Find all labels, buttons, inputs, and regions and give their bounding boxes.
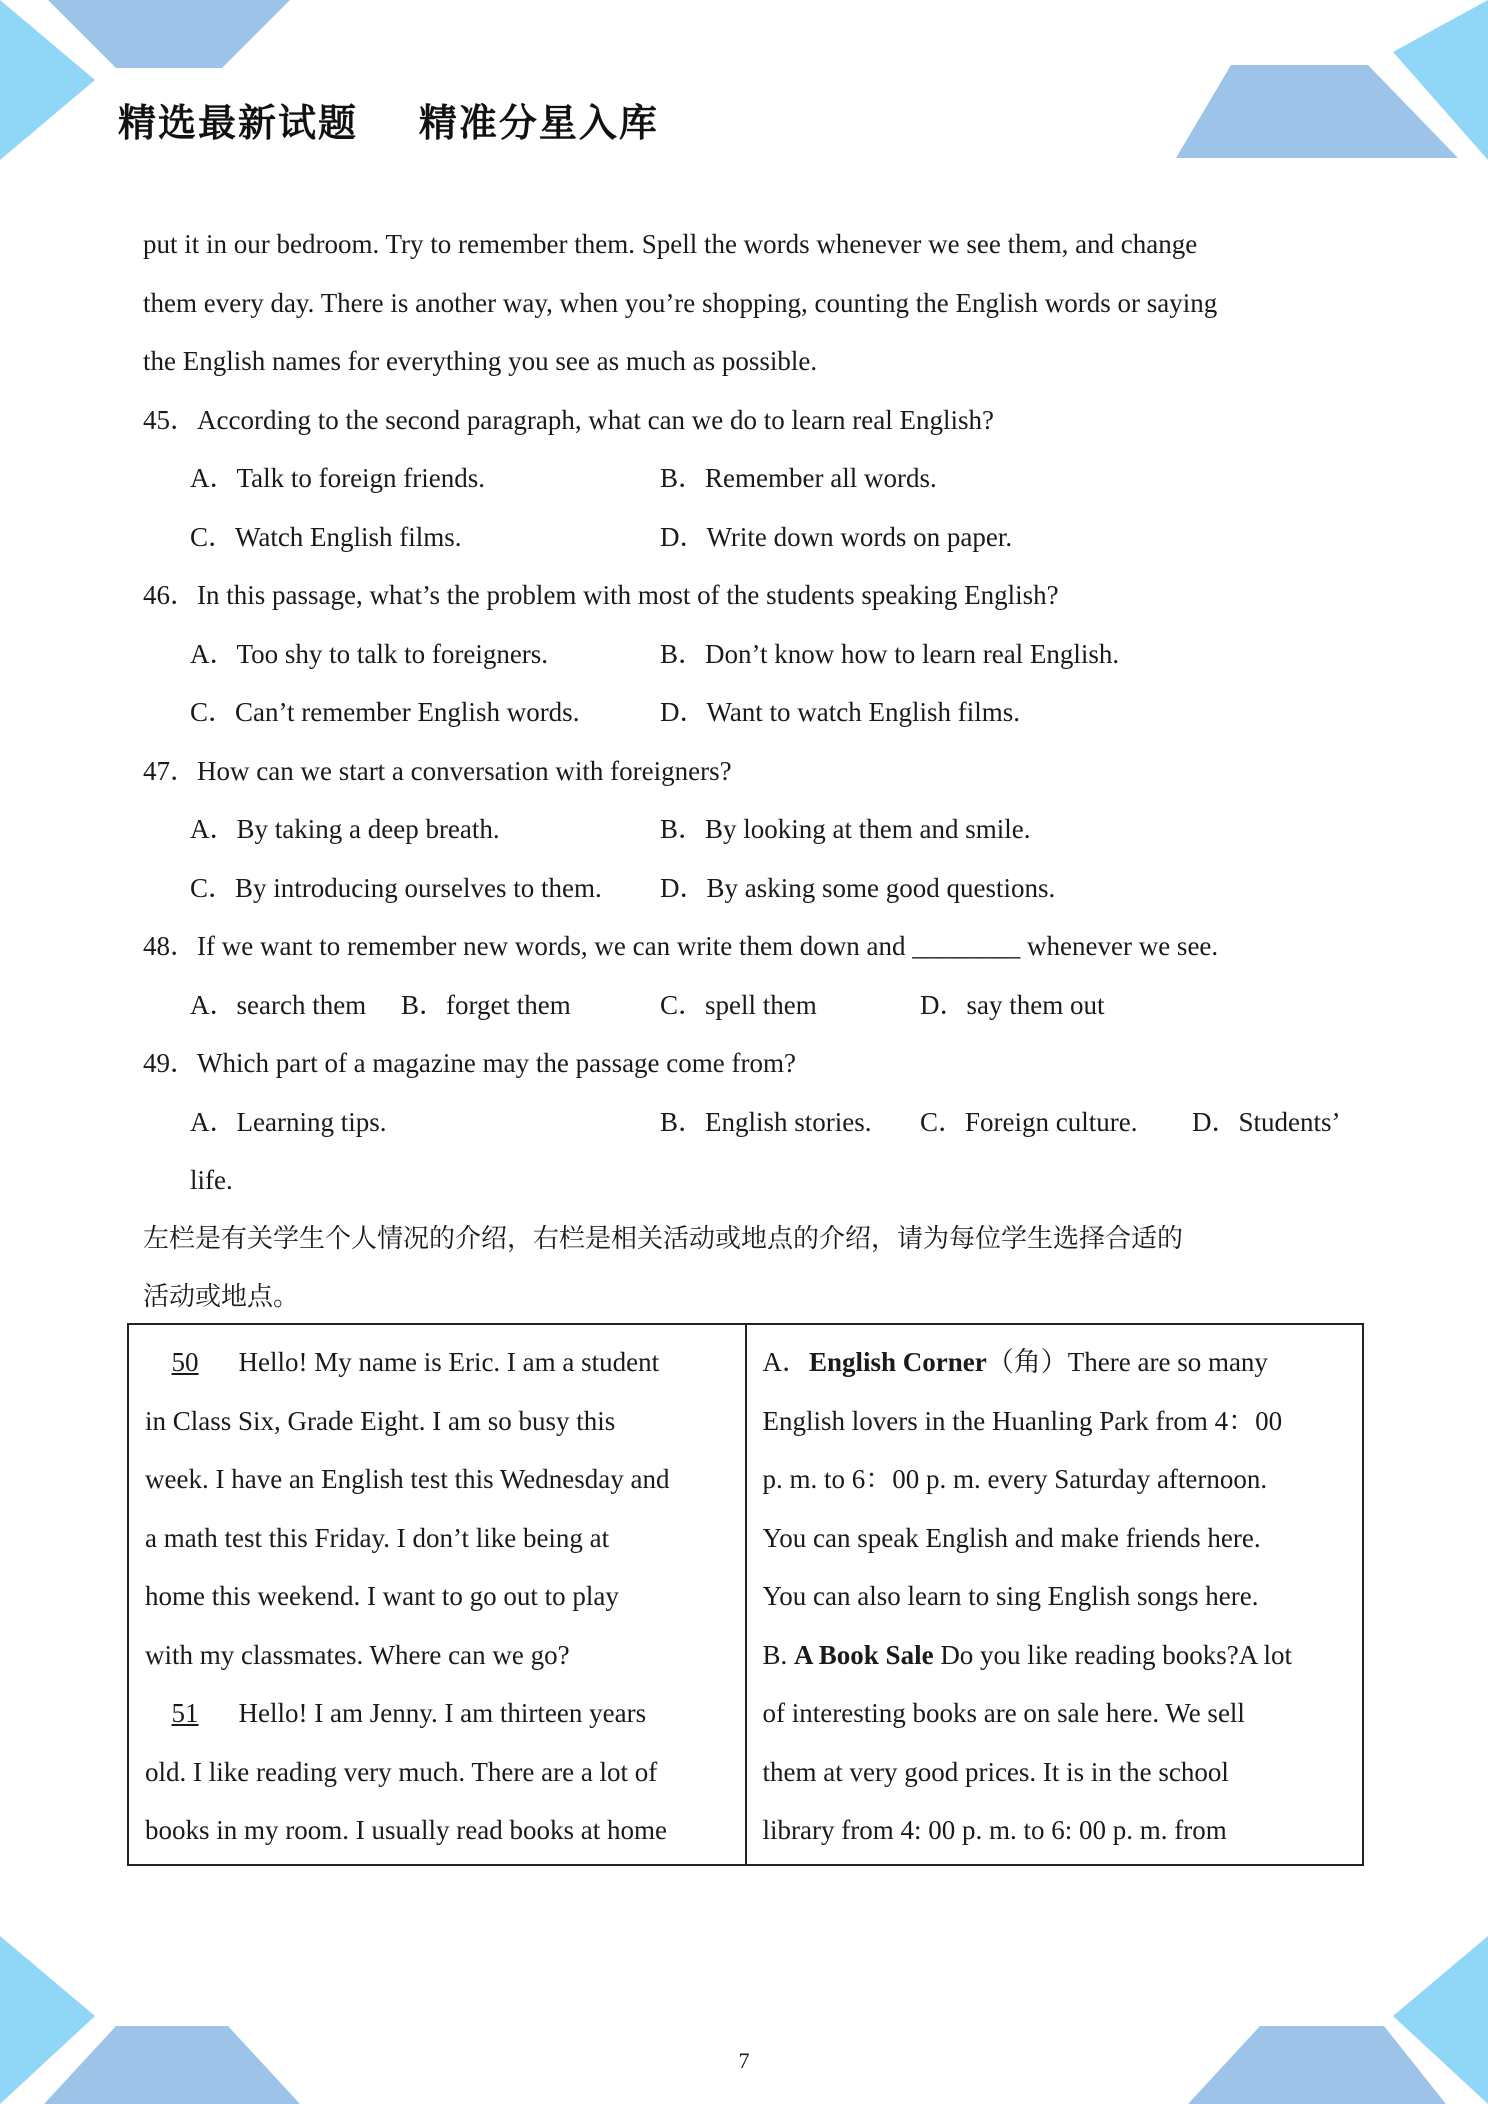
- option-b: B．By looking at them and smile.: [660, 814, 1031, 844]
- option-d: D．Write down words on paper.: [660, 521, 1013, 552]
- option-c: C．Can’t remember English words.: [190, 697, 580, 727]
- top-left-trapezoid-shape: [48, 0, 290, 68]
- text-line: week. I have an English test this Wednesday and: [145, 1464, 670, 1494]
- option-d: D．By asking some good questions.: [660, 872, 1056, 903]
- activity-a-line: [763, 1333, 1349, 1392]
- question-48-stem: 48．If we want to remember new words, we can write them down and ________ whenever we see.: [143, 931, 1219, 961]
- student-50-text: Hello! My name is Eric. I am a student: [238, 1347, 660, 1377]
- question-48-options: [143, 976, 1353, 1035]
- option-b: B．Remember all words.: [660, 463, 937, 493]
- passage-line: the English names for everything you see as much as possible.: [143, 346, 818, 376]
- text-line: a math test this Friday. I don’t like being at: [145, 1522, 610, 1553]
- option-c: C．spell them: [660, 989, 817, 1020]
- answer-blank-50[interactable]: 50: [171, 1347, 199, 1377]
- option-c: C．By introducing ourselves to them.: [190, 872, 602, 903]
- activity-b-text: Do you like reading books?A lot: [940, 1639, 1293, 1670]
- question-45-options-row-2: [143, 508, 1353, 567]
- matching-table: [127, 1323, 1364, 1866]
- activity-a-prefix: A．: [762, 1347, 809, 1377]
- option-d: D．Students’: [1192, 1106, 1341, 1137]
- option-c: C．Watch English films.: [190, 521, 462, 552]
- option-d: D．say them out: [920, 989, 1105, 1020]
- activity-a-title: English Corner: [809, 1347, 987, 1377]
- option-a: A．By taking a deep breath.: [190, 814, 500, 844]
- answer-blank-51[interactable]: 51: [171, 1698, 199, 1728]
- text-line: with my classmates. Where can we go?: [145, 1639, 570, 1670]
- question-47-stem: 47．How can we start a conversation with foreigners?: [143, 755, 732, 786]
- option-b: B．English stories.: [660, 1106, 872, 1137]
- option-a: A．Too shy to talk to foreigners.: [190, 638, 549, 669]
- student-51-text: Hello! I am Jenny. I am thirteen years: [238, 1698, 647, 1728]
- header-title: 精选最新试题 精准分星入库: [118, 101, 659, 145]
- text-line: them at very good prices. It is in the school: [762, 1756, 1229, 1787]
- activity-a-text: （角）There are so many: [986, 1347, 1268, 1377]
- text-line: old. I like reading very much. There are a lot of: [145, 1756, 658, 1787]
- activity-b-line: [763, 1626, 1349, 1685]
- page-number: 7: [738, 2048, 750, 2073]
- option-a: A．Learning tips.: [190, 1106, 387, 1137]
- text-line: English lovers in the Huanling Park from 4：00: [762, 1405, 1283, 1436]
- text-line: library from 4: 00 p. m. to 6: 00 p. m. from: [762, 1815, 1227, 1845]
- activity-b-prefix: B.: [762, 1639, 788, 1670]
- option-a: A．search them: [190, 989, 367, 1020]
- text-line: home this weekend. I want to go out to play: [145, 1581, 619, 1611]
- text-line: books in my room. I usually read books at home: [145, 1815, 667, 1845]
- text-line: You can speak English and make friends here.: [762, 1522, 1261, 1553]
- question-47-options-row-2: [143, 859, 1353, 918]
- students-column: [128, 1324, 746, 1865]
- option-d: D．Want to watch English films.: [660, 697, 1021, 727]
- option-d-continuation: life.: [190, 1165, 233, 1195]
- student-50-line: [145, 1333, 731, 1392]
- section-instruction: 左栏是有关学生个人情况的介绍，右栏是相关活动或地点的介绍，请为每位学生选择合适的: [143, 1223, 1184, 1254]
- question-47-options-row-1: [143, 800, 1353, 859]
- passage-line: put it in our bedroom. Try to remember them. Spell the words whenever we see them, and change: [143, 229, 1198, 259]
- question-46-options-row-2: [143, 683, 1353, 742]
- question-49-stem: 49．Which part of a magazine may the passage come from?: [143, 1048, 796, 1078]
- activities-column: [746, 1324, 1364, 1865]
- question-45-stem: 45．According to the second paragraph, what can we do to learn real English?: [143, 404, 994, 435]
- text-line: in Class Six, Grade Eight. I am so busy this: [145, 1405, 616, 1436]
- question-46-options-row-1: [143, 625, 1353, 684]
- text-line: p. m. to 6：00 p. m. every Saturday afternoon.: [762, 1464, 1268, 1494]
- activity-b-title: A Book Sale: [794, 1639, 934, 1670]
- question-49-options: [143, 1093, 1353, 1152]
- top-right-trapezoid-shape: [1176, 65, 1458, 158]
- option-b: B．forget them: [401, 989, 571, 1020]
- text-line: You can also learn to sing English songs here.: [762, 1581, 1259, 1611]
- option-b: B．Don’t know how to learn real English.: [660, 638, 1120, 669]
- question-46-stem: 46．In this passage, what’s the problem with most of the students speaking English?: [143, 580, 1059, 610]
- section-instruction: 活动或地点。: [143, 1282, 300, 1312]
- passage-line: them every day. There is another way, when you’re shopping, counting the English words or saying: [143, 287, 1218, 318]
- question-45-options-row-1: [143, 449, 1353, 508]
- option-a: A．Talk to foreign friends.: [190, 463, 486, 493]
- exam-content: [143, 215, 1353, 1327]
- text-line: of interesting books are on sale here. We sell: [762, 1698, 1245, 1728]
- student-51-line: [145, 1684, 731, 1743]
- option-c: C．Foreign culture.: [920, 1106, 1138, 1137]
